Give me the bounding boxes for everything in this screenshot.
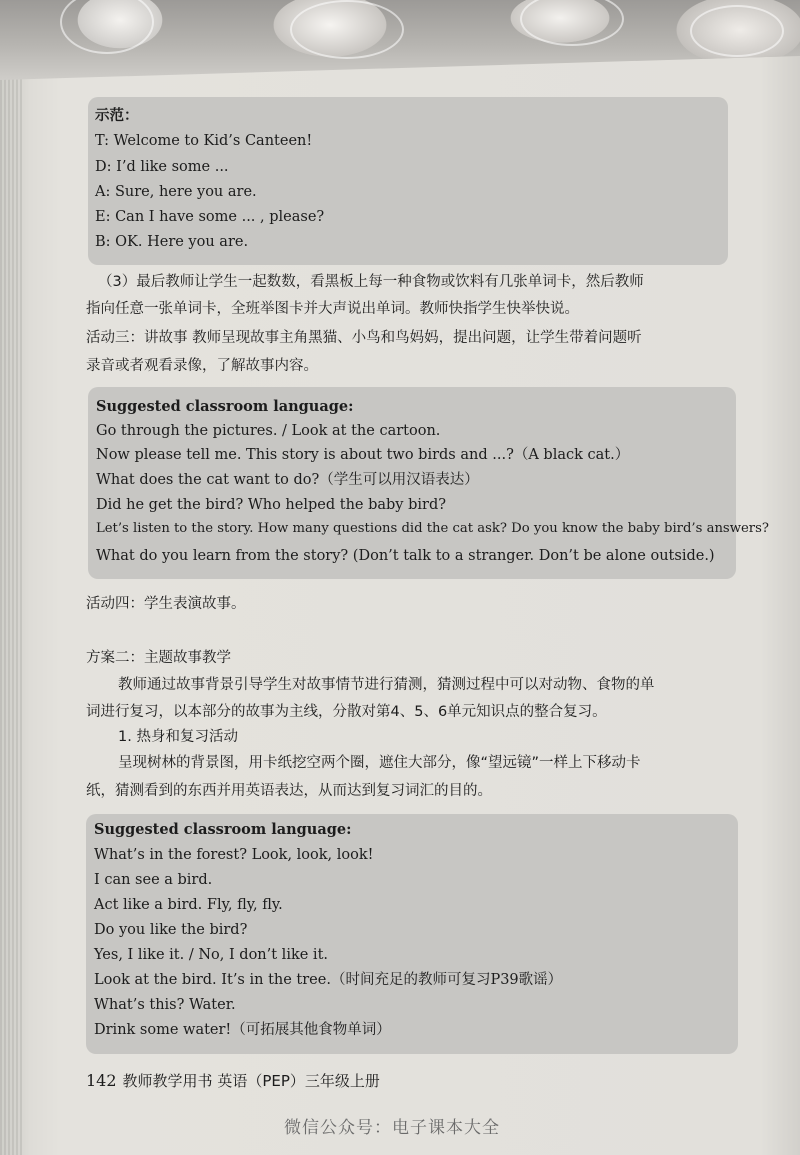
body-paragraph-line: 录音或者观看录像，了解故事内容。 xyxy=(86,358,318,374)
language-line: Let’s listen to the story. How many questions did the cat ask? Do you know the baby bird’s answers? xyxy=(96,521,769,536)
suggested-language-heading-2: Suggested classroom language: xyxy=(94,821,352,838)
language-line: Act like a bird. Fly, fly, fly. xyxy=(94,897,283,913)
activity-4-line: 活动四：学生表演故事。 xyxy=(86,596,246,612)
body-paragraph-line: 纸，猜测看到的东西并用英语表达，从而达到复习词汇的目的。 xyxy=(86,783,492,799)
example-heading: 示范： xyxy=(95,108,139,124)
page-number: 142 xyxy=(86,1071,117,1090)
book-title: 教师教学用书 英语（PEP）三年级上册 xyxy=(122,1072,380,1090)
body-paragraph-line: （3）最后教师让学生一起数数，看黑板上每一种食物或饮料有几张单词卡，然后教师 xyxy=(98,274,644,290)
language-line: Yes, I like it. / No, I don’t like it. xyxy=(94,947,329,963)
language-line: What’s this? Water. xyxy=(94,997,236,1013)
suggested-language-heading: Suggested classroom language: xyxy=(96,398,354,415)
language-line: What does the cat want to do?（学生可以用汉语表达） xyxy=(96,472,479,488)
page-footer xyxy=(86,1070,380,1091)
body-paragraph-line: 词进行复习，以本部分的故事为主线，分散对第4、5、6单元知识点的整合复习。 xyxy=(86,704,607,720)
language-line: I can see a bird. xyxy=(94,872,213,888)
activity-3-line: 活动三：讲故事 教师呈现故事主角黑猫、小鸟和鸟妈妈，提出问题，让学生带着问题听 xyxy=(86,330,642,346)
language-line: Did he get the bird? Who helped the baby bird? xyxy=(96,497,447,513)
plan-2-heading: 方案二：主题故事教学 xyxy=(86,650,231,666)
watermark-text: 微信公众号：电子课本大全 xyxy=(284,1118,500,1138)
page-spine-shadow xyxy=(0,0,22,1155)
body-paragraph-line: 指向任意一张单词卡，全班举图卡并大声说出单词。教师快指学生快举快说。 xyxy=(86,301,579,317)
dialogue-line: T: Welcome to Kid’s Canteen! xyxy=(95,133,313,149)
language-line: Look at the bird. It’s in the tree.（时间充足的教师可复习P39歌谣） xyxy=(94,972,563,988)
dialogue-line: A: Sure, here you are. xyxy=(95,184,257,200)
step-1-heading: 1. 热身和复习活动 xyxy=(118,729,238,745)
language-line: Go through the pictures. / Look at the cartoon. xyxy=(96,423,441,439)
language-line: What do you learn from the story? (Don’t talk to a stranger. Don’t be alone outside.) xyxy=(96,548,715,564)
language-line: Drink some water!（可拓展其他食物单词） xyxy=(94,1022,391,1038)
language-line: Do you like the bird? xyxy=(94,922,248,938)
language-line: What’s in the forest? Look, look, look! xyxy=(94,847,374,863)
language-line: Now please tell me. This story is about two birds and ...?（A black cat.） xyxy=(96,447,630,463)
dialogue-line: E: Can I have some ... , please? xyxy=(95,209,325,225)
body-paragraph-line: 教师通过故事背景引导学生对故事情节进行猜测，猜测过程中可以对动物、食物的单 xyxy=(118,677,655,693)
dialogue-line: B: OK. Here you are. xyxy=(95,234,249,250)
dialogue-line: D: I’d like some ... xyxy=(95,159,229,175)
body-paragraph-line: 呈现树林的背景图，用卡纸挖空两个圈，遮住大部分，像“望远镜”一样上下移动卡 xyxy=(118,755,641,771)
